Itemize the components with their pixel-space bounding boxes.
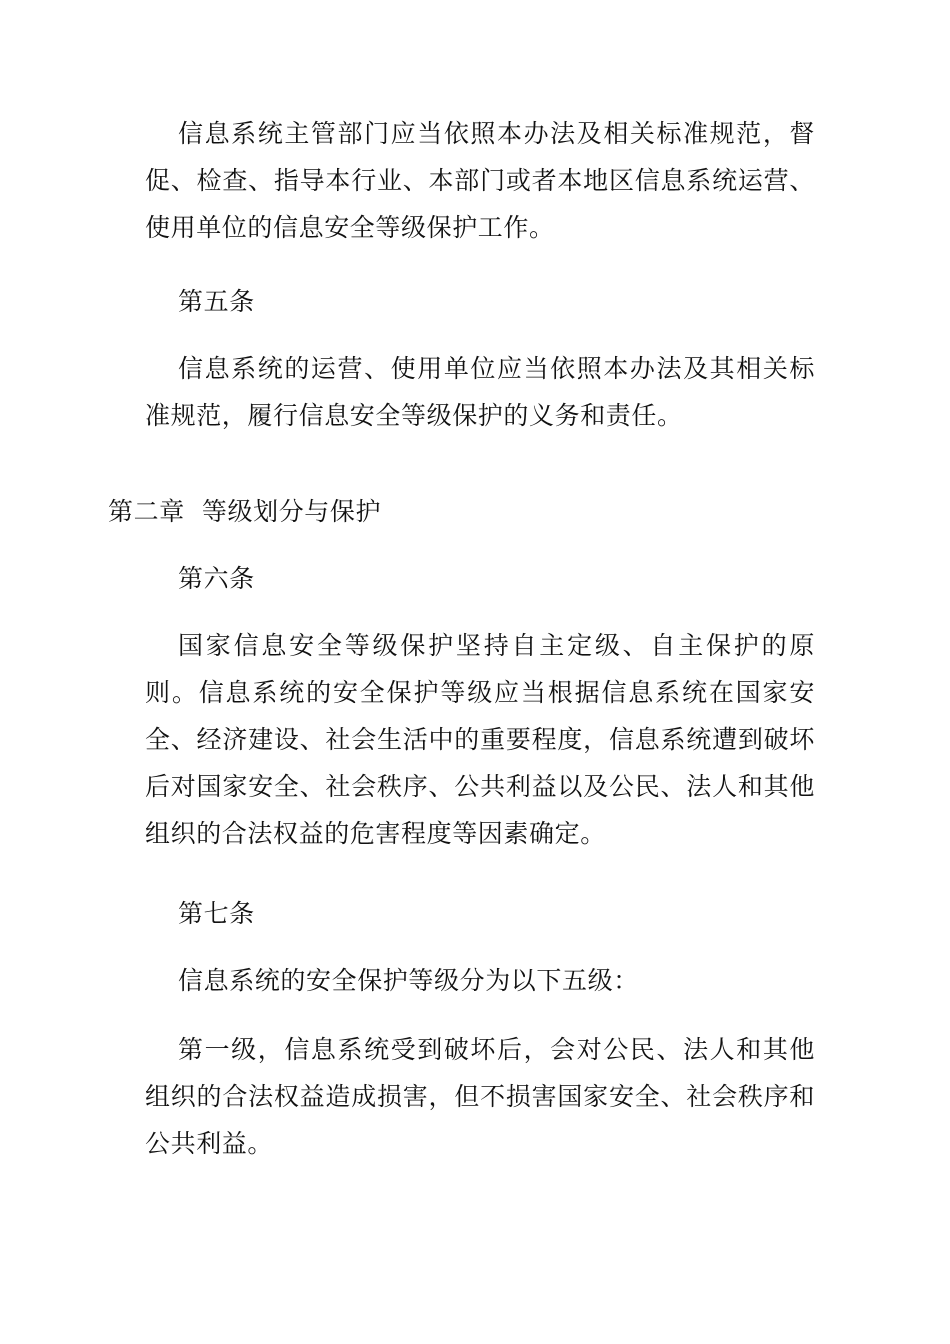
article-6-heading: 第六条	[178, 564, 255, 593]
paragraph-levels-intro: 信息系统的安全保护等级分为以下五级：	[178, 966, 639, 995]
chapter-2-heading: 第二章 等级划分与保护	[108, 497, 382, 526]
article-7-heading: 第七条	[178, 899, 255, 928]
article-5-heading: 第五条	[178, 287, 255, 316]
paragraph-supervision: 信息系统主管部门应当依照本办法及相关标准规范，督促、检查、指导本行业、本部门或者本地区信息系统运营、使用单位的信息安全等级保护工作。	[145, 119, 815, 242]
paragraph-principle: 国家信息安全等级保护坚持自主定级、自主保护的原则。信息系统的安全保护等级应当根据信息系统在国家安全、经济建设、社会生活中的重要程度，信息系统遭到破坏后对国家安全、社会秩序、公共利益以及公民、法人和其他组织的合法权益的危害程度等因素确定。	[145, 631, 815, 848]
paragraph-level-one: 第一级，信息系统受到破坏后，会对公民、法人和其他组织的合法权益造成损害，但不损害国家安全、社会秩序和公共利益。	[145, 1035, 815, 1158]
paragraph-operator-duty: 信息系统的运营、使用单位应当依照本办法及其相关标准规范，履行信息安全等级保护的义务和责任。	[145, 354, 815, 430]
